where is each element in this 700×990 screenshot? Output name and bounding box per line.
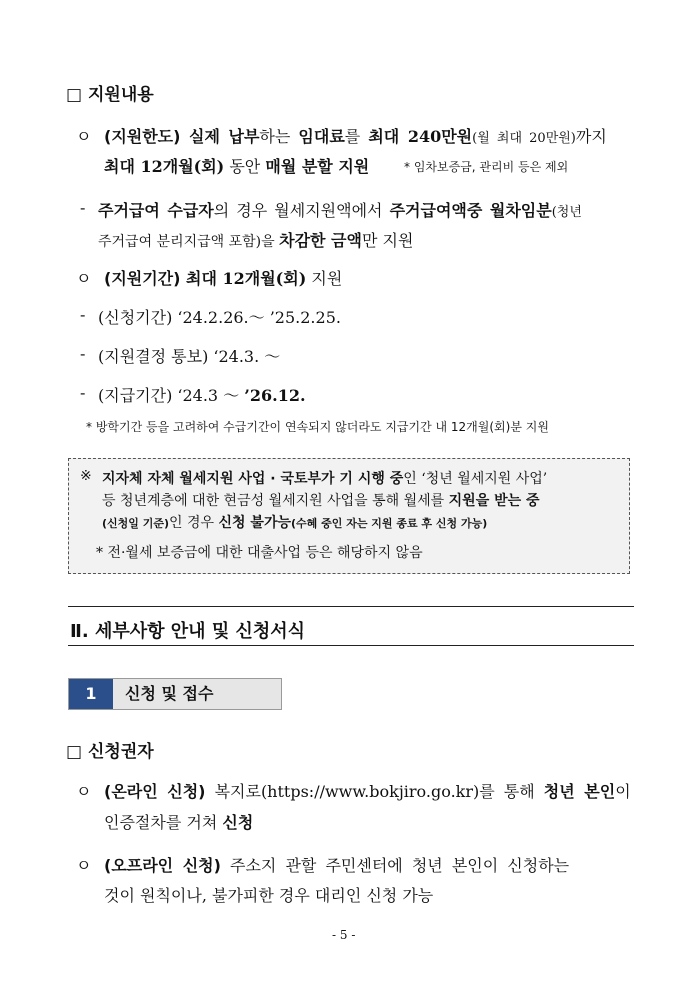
- housing-benefit-line-2: 주거급여 분리지급액 포함)을 차감한 금액만 지원: [98, 231, 414, 250]
- bullet-icon: ㅇ: [76, 269, 92, 288]
- footnote: * 방학기간 등을 고려하여 수급기간이 연속되지 않더라도 지급기간 내 12개월(회)분 지원: [86, 420, 549, 434]
- chapter-title: Ⅱ. 세부사항 안내 및 신청서식: [70, 621, 306, 642]
- notice-line-3: (신청일 기준)인 경우 신청 불가능(수혜 중인 자는 지원 종료 후 신청 가능): [102, 515, 488, 531]
- bullet-icon: ㅇ: [76, 856, 92, 875]
- offline-application-line-2: 것이 원칙이나, 불가피한 경우 대리인 신청 가능: [104, 886, 434, 905]
- bullet-icon: ㅇ: [76, 782, 92, 801]
- section-heading-applicant: □ 신청권자: [66, 742, 154, 762]
- application-period-line: (신청기간) ‘24.2.26.～ ’25.2.25.: [98, 308, 341, 327]
- divider-top: [68, 606, 634, 607]
- notice-mark-icon: ※: [80, 468, 92, 484]
- support-period-line: (지원기간) 최대 12개월(회) 지원: [104, 269, 343, 288]
- notice-line-2: 등 청년계층에 대한 현금성 월세지원 사업을 통해 월세를 지원을 받는 중: [102, 493, 540, 509]
- divider-bottom: [68, 645, 634, 646]
- support-limit-line: (지원한도) 실제 납부하는 임대료를 최대 240만원(월 최대 20만원)까지: [104, 127, 607, 146]
- housing-benefit-line: 주거급여 수급자의 경우 월세지원액에서 주거급여액중 월차임분(청년: [98, 201, 582, 220]
- page-number: - 5 -: [332, 928, 356, 942]
- decision-notice-line: (지원결정 통보) ‘24.3. ～: [98, 347, 281, 366]
- support-limit-line-2: 최대 12개월(회) 동안 매월 분할 지원: [104, 157, 370, 176]
- section-heading-support: □ 지원내용: [66, 85, 154, 105]
- dash-icon: -: [80, 344, 86, 363]
- online-application-line: (온라인 신청) 복지로(https://www.bokjiro.go.kr)를 통해 청년 본인이: [104, 782, 631, 801]
- online-application-line-2: 인증절차를 거쳐 신청: [104, 813, 254, 832]
- section-number: 1: [69, 679, 113, 709]
- notice-line-4: * 전·월세 보증금에 대한 대출사업 등은 해당하지 않음: [96, 545, 423, 561]
- section-header-box: [68, 678, 282, 710]
- payment-period-line: (지급기간) ‘24.3 ～ ’26.12.: [98, 386, 306, 405]
- dash-icon: -: [80, 383, 86, 402]
- notice-line-1: 지자체 자체 월세지원 사업 · 국토부가 기 시행 중인 ‘청년 월세지원 사업’: [102, 471, 548, 487]
- dash-icon: -: [80, 305, 86, 324]
- dash-icon: -: [80, 198, 86, 217]
- offline-application-line: (오프라인 신청) 주소지 관할 주민센터에 청년 본인이 신청하는: [104, 856, 570, 875]
- section-title: 신청 및 접수: [125, 684, 214, 703]
- bullet-icon: ㅇ: [76, 127, 92, 146]
- exclusion-note: * 임차보증금, 관리비 등은 제외: [404, 160, 569, 174]
